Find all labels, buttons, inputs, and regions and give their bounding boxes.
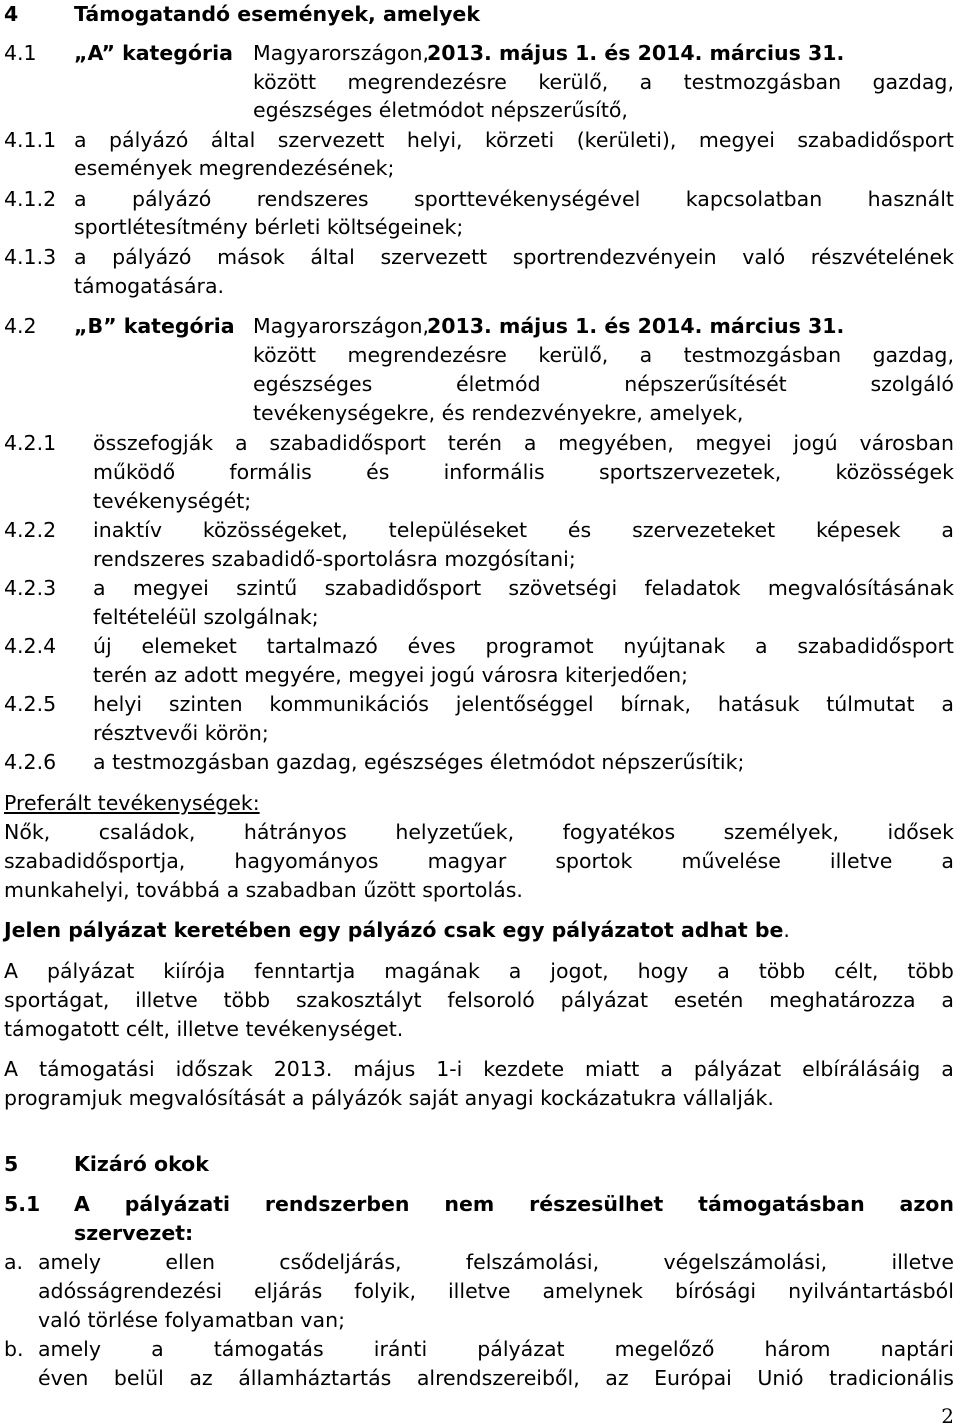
word: illetve — [829, 849, 893, 873]
word: a — [941, 849, 954, 873]
word: által — [210, 128, 256, 152]
word: testmozgásban — [683, 70, 842, 94]
word: Unió — [757, 1366, 804, 1390]
word: sportok — [555, 849, 633, 873]
category-b-dates: 2013. május 1. és 2014. március 31. — [427, 314, 845, 338]
category-b-line-2 — [253, 345, 954, 366]
word: szervezeteket — [632, 518, 776, 542]
item-4-1-2-line-2: sportlétesítmény bérleti költségeinek; — [74, 215, 464, 239]
preferred-activities-heading: Preferált tevékenységek: — [4, 791, 260, 815]
word: felsoroló — [447, 988, 535, 1012]
word: nyilvántartásból — [788, 1279, 954, 1303]
word: ellen — [165, 1250, 215, 1274]
word: azon — [899, 1192, 954, 1216]
word: a — [639, 70, 653, 94]
word: sportszervezetek, — [598, 460, 782, 484]
word: településeket — [388, 518, 528, 542]
word: nem — [444, 1192, 495, 1216]
word: szervezett — [277, 128, 385, 152]
word: megyei — [695, 431, 772, 455]
word: szabadidősport — [797, 128, 954, 152]
word: magának — [384, 959, 480, 983]
word: inaktív — [93, 518, 162, 542]
word: hagyományos — [234, 849, 379, 873]
word: családok, — [98, 820, 196, 844]
word: több — [907, 959, 954, 983]
word: jogú — [793, 431, 838, 455]
word: miatt — [585, 1057, 640, 1081]
word: amelynek — [542, 1279, 643, 1303]
word: iránti — [373, 1337, 428, 1361]
item-4-2-1-line-3: tevékenységét; — [93, 489, 252, 513]
word: amely — [38, 1250, 101, 1274]
item-4-2-6-line-1: a testmozgásban gazdag, egészséges életmódot népszerűsítik; — [93, 750, 745, 774]
preferred-line-3: munkahelyi, továbbá a szabadban űzött sportolás. — [4, 878, 523, 902]
word: A — [4, 959, 19, 983]
word: jelentőséggel — [455, 692, 594, 716]
word: elemeket — [141, 634, 237, 658]
word: mások — [217, 245, 285, 269]
item-4-1-3-line-2: támogatására. — [74, 274, 225, 298]
word: az — [189, 1366, 213, 1390]
word: amely — [38, 1337, 101, 1361]
word: a — [508, 959, 522, 983]
word: éven — [38, 1366, 89, 1390]
word: a — [74, 128, 87, 152]
word: illetve — [135, 988, 198, 1012]
word: a — [74, 245, 87, 269]
word: sportágat, — [4, 988, 110, 1012]
word: és — [567, 518, 592, 542]
word: által — [310, 245, 355, 269]
item-4-2-6-number: 4.2.6 — [4, 750, 57, 774]
item-4-1-3-line-1 — [74, 247, 954, 268]
word: körzeti — [485, 128, 555, 152]
word: csődeljárás, — [279, 1250, 402, 1274]
word: személyek, — [723, 820, 840, 844]
word: esetén — [673, 988, 744, 1012]
word: bírósági — [674, 1279, 757, 1303]
word: való — [742, 245, 786, 269]
item-a-line-1 — [38, 1252, 954, 1273]
word: terén — [447, 431, 503, 455]
word: működő — [93, 460, 176, 484]
word: tradicionális — [829, 1366, 954, 1390]
word: művelése — [681, 849, 781, 873]
item-b-line-1 — [38, 1339, 954, 1360]
item-4-2-5-number: 4.2.5 — [4, 692, 57, 716]
word: új — [93, 634, 112, 658]
word: életmód — [456, 372, 541, 396]
section-4-number: 4 — [4, 2, 19, 26]
item-4-2-4-line-1 — [93, 636, 954, 657]
paragraph-1-line-1 — [4, 961, 954, 982]
word: célt, — [834, 959, 879, 983]
word: megelőző — [614, 1337, 715, 1361]
word: meghatározza — [769, 988, 916, 1012]
word: a — [151, 1337, 164, 1361]
word: idősek — [887, 820, 954, 844]
word: szövetségi — [508, 576, 618, 600]
word: tartalmazó — [266, 634, 378, 658]
item-a-line-3: való törlése folyamatban van; — [38, 1308, 345, 1332]
word: támogatásban — [698, 1192, 865, 1216]
word: szabadidősport — [797, 634, 954, 658]
item-4-2-2-line-1 — [93, 520, 954, 541]
word: illetve — [891, 1250, 954, 1274]
item-b-marker: b. — [4, 1337, 24, 1361]
word: (kerületi), — [576, 128, 677, 152]
word: szabadidősportja, — [4, 849, 186, 873]
word: használt — [867, 187, 954, 211]
word: szolgáló — [870, 372, 954, 396]
word: éves — [407, 634, 456, 658]
word: támogatás — [213, 1337, 324, 1361]
word: bírnak, — [620, 692, 692, 716]
item-4-1-1-number: 4.1.1 — [4, 128, 57, 152]
word: túlmutat — [826, 692, 915, 716]
item-4-2-2-line-2: rendszeres szabadidő-sportolásra mozgósítani; — [93, 547, 576, 571]
word: több — [758, 959, 806, 983]
word: végelszámolási, — [663, 1250, 828, 1274]
word: kapcsolatban — [685, 187, 823, 211]
word: három — [764, 1337, 831, 1361]
item-a-line-2 — [38, 1281, 954, 1302]
word: megrendezésre — [347, 70, 507, 94]
category-a-dates: 2013. május 1. és 2014. március 31. — [427, 41, 845, 65]
section-4-heading: Támogatandó események, amelyek — [74, 2, 480, 26]
category-a-intro: Magyarországon, — [253, 41, 429, 65]
word: a — [941, 1057, 954, 1081]
word: a — [755, 634, 768, 658]
word: a — [941, 692, 954, 716]
paragraph-2-line-2: programjuk megvalósítását a pályázók saját anyagi kockázatukra vállalják. — [4, 1086, 774, 1110]
word: magyar — [427, 849, 507, 873]
word: adósságrendezési — [38, 1279, 223, 1303]
item-5-1-line-2: szervezet: — [74, 1221, 194, 1245]
word: a — [93, 576, 106, 600]
paragraph-1-line-3: támogatott célt, illetve tevékenységet. — [4, 1017, 404, 1041]
paragraph-1-line-2 — [4, 990, 954, 1011]
word: a — [660, 1057, 673, 1081]
word: május — [353, 1057, 416, 1081]
section-5-heading: Kizáró okok — [74, 1152, 209, 1176]
item-5-1-number: 5.1 — [4, 1192, 41, 1216]
word: hogy — [637, 959, 689, 983]
category-b-line-3 — [253, 374, 954, 395]
word: megyében, — [558, 431, 674, 455]
word: szinten — [168, 692, 243, 716]
word: részvételének — [810, 245, 954, 269]
word: népszerűsítését — [624, 372, 787, 396]
item-4-2-3-line-1 — [93, 578, 954, 599]
word: között — [253, 343, 317, 367]
word: helyi, — [406, 128, 463, 152]
item-5-1-line-1 — [74, 1194, 954, 1215]
word: megvalósításának — [767, 576, 954, 600]
one-application-rule-end: . — [783, 918, 790, 942]
word: a — [74, 187, 87, 211]
preferred-line-1 — [4, 822, 954, 843]
item-4-1-number: 4.1 — [4, 41, 37, 65]
word: sportrendezvényein — [512, 245, 717, 269]
word: városban — [859, 431, 954, 455]
word: gazdag, — [872, 343, 954, 367]
word: közösségek — [835, 460, 954, 484]
word: képesek — [815, 518, 901, 542]
item-4-2-1-line-2 — [93, 462, 954, 483]
word: illetve — [447, 1279, 511, 1303]
word: programot — [485, 634, 594, 658]
word: a — [941, 988, 954, 1012]
word: nyújtanak — [623, 634, 726, 658]
word: szabadidősport — [269, 431, 426, 455]
item-4-2-1-number: 4.2.1 — [4, 431, 57, 455]
word: kommunikációs — [269, 692, 429, 716]
word: a — [639, 343, 653, 367]
word: Nők, — [4, 820, 51, 844]
word: hátrányos — [243, 820, 347, 844]
word: közösségeket, — [202, 518, 348, 542]
item-4-1-1-line-2: események megrendezésének; — [74, 156, 395, 180]
word: államháztartás — [238, 1366, 392, 1390]
word: részesülhet — [529, 1192, 664, 1216]
word: összefogják — [93, 431, 214, 455]
category-b-label: „B” kategória — [74, 314, 235, 338]
word: kerülő, — [538, 70, 609, 94]
item-4-2-2-number: 4.2.2 — [4, 518, 57, 542]
item-4-1-1-line-1 — [74, 130, 954, 151]
word: szintű — [236, 576, 298, 600]
item-b-line-2 — [38, 1368, 954, 1389]
item-4-2-3-number: 4.2.3 — [4, 576, 57, 600]
word: belül — [113, 1366, 164, 1390]
word: pályázat — [693, 1057, 782, 1081]
category-a-label: „A” kategória — [74, 41, 233, 65]
word: a — [235, 431, 248, 455]
word: 1-i — [436, 1057, 463, 1081]
word: pályázat — [46, 959, 135, 983]
word: A — [74, 1192, 90, 1216]
word: elbírálásáig — [802, 1057, 921, 1081]
word: szabadidősport — [324, 576, 482, 600]
word: rendszeres — [256, 187, 369, 211]
section-5-number: 5 — [4, 1152, 19, 1176]
word: helyi — [93, 692, 143, 716]
page-number: 2 — [941, 1404, 954, 1428]
word: szervezett — [380, 245, 488, 269]
word: pályázó — [131, 187, 212, 211]
word: gazdag, — [872, 70, 954, 94]
paragraph-2-line-1 — [4, 1059, 954, 1080]
word: megyei — [698, 128, 775, 152]
word: pályázati — [124, 1192, 231, 1216]
word: a — [717, 959, 730, 983]
item-4-1-3-number: 4.1.3 — [4, 245, 57, 269]
word: formális — [229, 460, 312, 484]
word: pályázat — [477, 1337, 565, 1361]
word: támogatási — [38, 1057, 155, 1081]
word: megyei — [132, 576, 209, 600]
word: kiírója — [163, 959, 226, 983]
word: folyik, — [354, 1279, 416, 1303]
category-a-line-2 — [253, 72, 954, 93]
word: szakosztályt — [295, 988, 422, 1012]
word: pályázat — [560, 988, 648, 1012]
word: eljárás — [254, 1279, 323, 1303]
word: rendszerben — [264, 1192, 410, 1216]
item-4-2-number: 4.2 — [4, 314, 37, 338]
word: fogyatékos — [562, 820, 676, 844]
word: helyzetűek, — [395, 820, 515, 844]
word: sporttevékenységével — [414, 187, 641, 211]
item-4-2-1-line-1 — [93, 433, 954, 454]
word: a — [941, 518, 954, 542]
item-4-1-2-number: 4.1.2 — [4, 187, 57, 211]
word: megrendezésre — [347, 343, 507, 367]
word: naptári — [880, 1337, 954, 1361]
item-a-marker: a. — [4, 1250, 24, 1274]
item-4-2-4-number: 4.2.4 — [4, 634, 57, 658]
word: hatásuk — [717, 692, 800, 716]
word: testmozgásban — [683, 343, 842, 367]
word: pályázó — [109, 128, 189, 152]
word: felszámolási, — [465, 1250, 600, 1274]
word: alrendszereiből, — [416, 1366, 580, 1390]
word: jogot, — [550, 959, 609, 983]
word: Európai — [654, 1366, 732, 1390]
item-4-1-2-line-1 — [74, 189, 954, 210]
word: és — [366, 460, 390, 484]
word: informális — [443, 460, 545, 484]
category-b-intro: Magyarországon, — [253, 314, 429, 338]
word: kezdete — [483, 1057, 565, 1081]
word: fenntartja — [254, 959, 356, 983]
item-4-2-4-line-2: terén az adott megyére, megyei jogú városra kiterjedően; — [93, 663, 688, 687]
preferred-line-2 — [4, 851, 954, 872]
item-4-2-5-line-2: résztvevői körön; — [93, 721, 269, 745]
item-4-2-5-line-1 — [93, 694, 954, 715]
word: 2013. — [273, 1057, 333, 1081]
one-application-rule-bold: Jelen pályázat keretében egy pályázó csak egy pályázatot adhat be — [4, 918, 784, 942]
word: időszak — [175, 1057, 253, 1081]
category-b-line-4: tevékenységekre, és rendezvényekre, amelyek, — [253, 401, 744, 425]
item-4-2-3-line-2: feltételéül szolgálnak; — [93, 605, 319, 629]
word: több — [223, 988, 271, 1012]
word: között — [253, 70, 317, 94]
one-application-rule — [4, 920, 790, 941]
word: kerülő, — [538, 343, 609, 367]
word: feladatok — [644, 576, 741, 600]
word: az — [605, 1366, 629, 1390]
word: A — [4, 1057, 19, 1081]
word: egészséges — [253, 372, 373, 396]
word: pályázó — [112, 245, 192, 269]
category-a-line-3: egészséges életmódot népszerűsítő, — [253, 98, 628, 122]
word: a — [523, 431, 537, 455]
